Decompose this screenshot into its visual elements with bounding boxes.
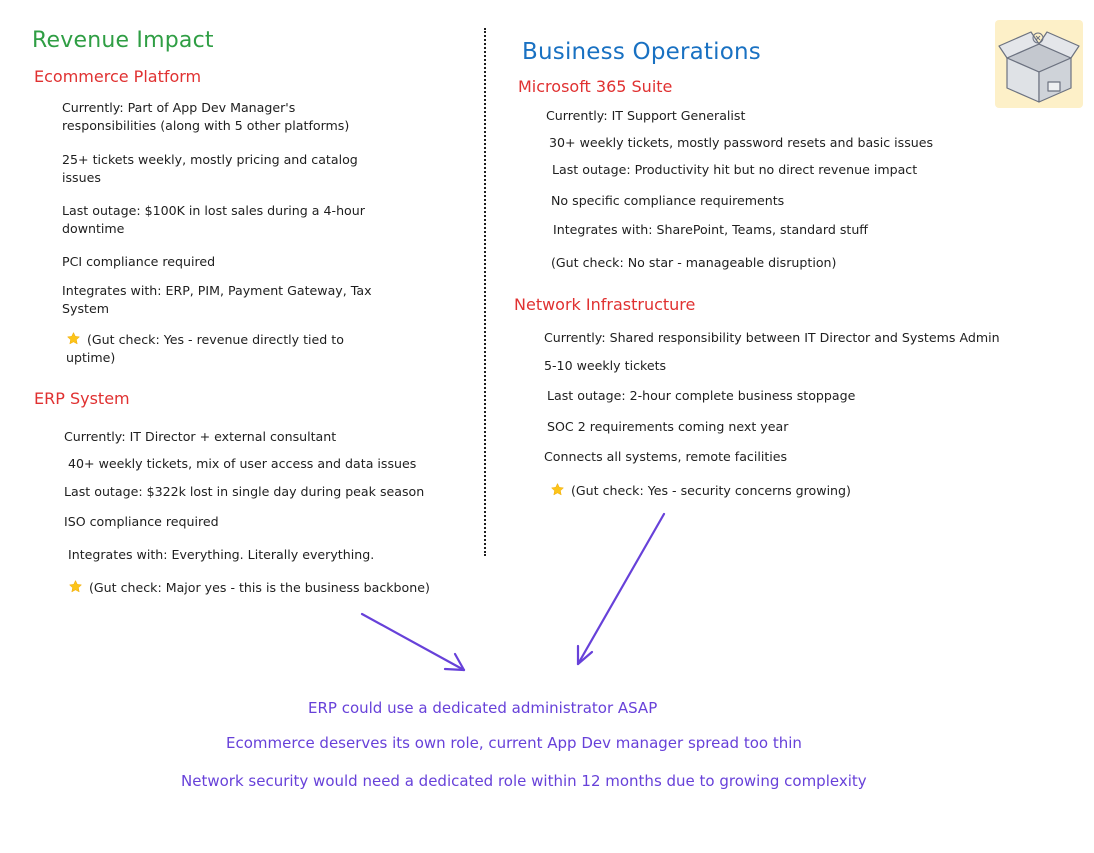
business-operations-title: Business Operations — [522, 39, 761, 65]
conclusion-ecommerce: Ecommerce deserves its own role, current App Dev manager spread too thin — [226, 734, 802, 752]
m365-compliance: No specific compliance requirements — [551, 193, 785, 208]
revenue-impact-title: Revenue Impact — [32, 28, 214, 53]
network-integrates: Connects all systems, remote facilities — [544, 449, 788, 464]
m365-gut-check: (Gut check: No star - manageable disruption) — [551, 255, 837, 270]
erp-tickets: 40+ weekly tickets, mix of user access and data issues — [68, 456, 417, 471]
ecommerce-currently: Currently: Part of App Dev Manager's responsibilities (along with 5 other platforms) — [62, 100, 350, 133]
m365-heading: Microsoft 365 Suite — [518, 77, 673, 96]
network-gut-check-text: (Gut check: Yes - security concerns growing) — [571, 483, 851, 498]
erp-compliance: ISO compliance required — [64, 514, 219, 529]
m365-tickets: 30+ weekly tickets, mostly password resets and basic issues — [549, 135, 934, 150]
m365-currently: Currently: IT Support Generalist — [546, 108, 746, 123]
network-compliance: SOC 2 requirements coming next year — [547, 419, 789, 434]
right-arrow — [578, 514, 664, 664]
ecommerce-gut-check-text: (Gut check: Yes - revenue directly tied to uptime) — [66, 332, 344, 365]
left-arrow — [362, 614, 464, 670]
network-outage: Last outage: 2-hour complete business stoppage — [547, 388, 856, 403]
network-heading: Network Infrastructure — [514, 295, 696, 314]
erp-currently: Currently: IT Director + external consultant — [64, 429, 337, 444]
conclusion-network: Network security would need a dedicated role within 12 months due to growing complexity — [181, 772, 867, 790]
m365-outage: Last outage: Productivity hit but no direct revenue impact — [552, 162, 918, 177]
ecommerce-tickets: 25+ tickets weekly, mostly pricing and catalog issues — [62, 152, 358, 185]
erp-outage: Last outage: $322k lost in single day during peak season — [64, 484, 425, 499]
m365-integrates: Integrates with: SharePoint, Teams, standard stuff — [553, 222, 868, 237]
ecommerce-heading: Ecommerce Platform — [34, 67, 202, 86]
ecommerce-compliance: PCI compliance required — [62, 254, 216, 269]
ecommerce-integrates: Integrates with: ERP, PIM, Payment Gateway, Tax System — [62, 283, 372, 316]
conclusion-erp: ERP could use a dedicated administrator ASAP — [308, 699, 658, 717]
network-currently: Currently: Shared responsibility between IT Director and Systems Admin — [544, 330, 1000, 345]
erp-integrates: Integrates with: Everything. Literally everything. — [68, 547, 375, 562]
erp-gut-check-text: (Gut check: Major yes - this is the business backbone) — [89, 580, 430, 595]
ecommerce-outage: Last outage: $100K in lost sales during a 4-hour downtime — [62, 203, 365, 236]
network-tickets: 5-10 weekly tickets — [544, 358, 667, 373]
erp-heading: ERP System — [34, 389, 130, 408]
